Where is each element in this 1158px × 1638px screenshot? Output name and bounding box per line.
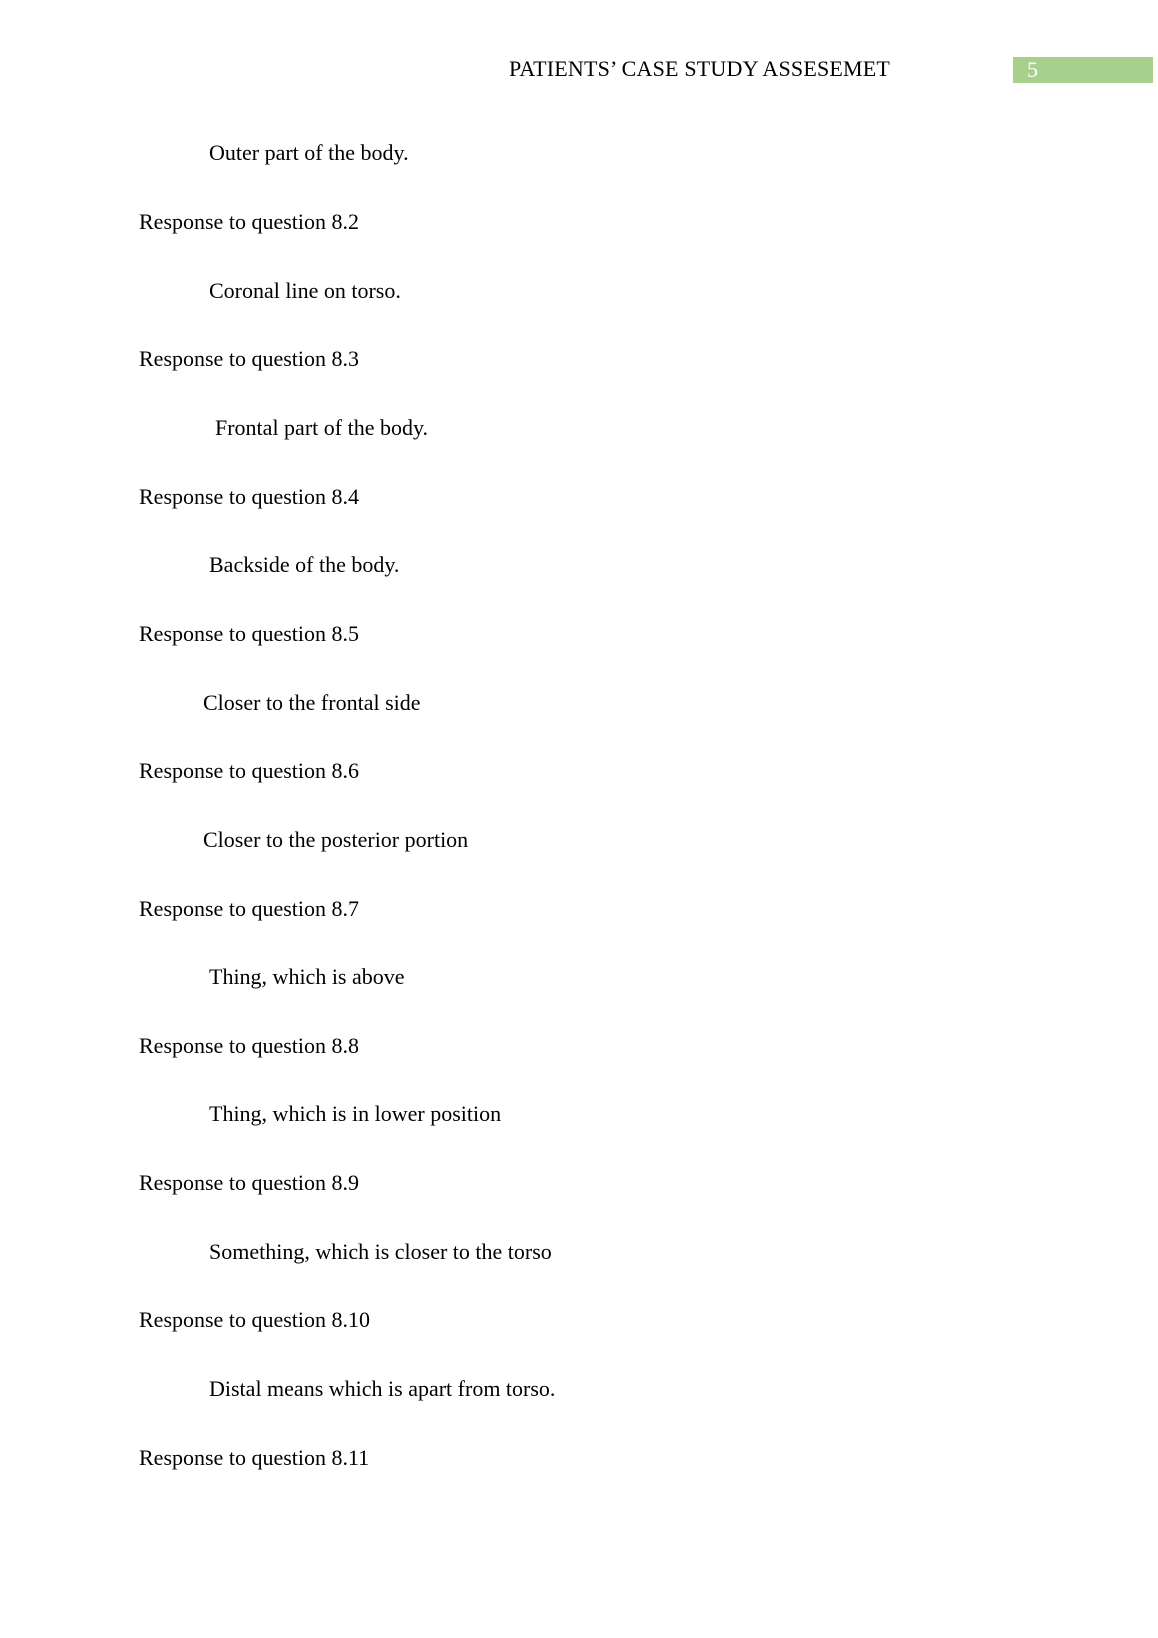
response-heading: Response to question 8.9 [139,1170,359,1195]
response-heading: Response to question 8.5 [139,621,359,646]
answer-text: Closer to the posterior portion [203,827,469,852]
answer-text: Thing, which is above [209,964,405,989]
answer-text: Something, which is closer to the torso [209,1239,552,1264]
response-heading: Response to question 8.6 [139,758,359,783]
response-heading: Response to question 8.3 [139,346,359,371]
response-heading: Response to question 8.7 [139,896,359,921]
answer-text: Frontal part of the body. [215,415,429,440]
answer-text: Outer part of the body. [209,140,409,165]
answer-text: Thing, which is in lower position [209,1101,502,1126]
response-heading: Response to question 8.4 [139,484,359,509]
answer-text: Closer to the frontal side [203,690,421,715]
answer-text: Distal means which is apart from torso. [209,1376,556,1401]
page-number-box [1013,57,1153,83]
running-header-title: PATIENTS’ CASE STUDY ASSESEMET [509,56,891,81]
page-number: 5 [1027,57,1038,82]
response-heading: Response to question 8.2 [139,209,359,234]
response-heading: Response to question 8.10 [139,1307,370,1332]
response-heading: Response to question 8.11 [139,1445,370,1470]
answer-text: Backside of the body. [209,552,400,577]
response-heading: Response to question 8.8 [139,1033,359,1058]
answer-text: Coronal line on torso. [209,278,401,303]
